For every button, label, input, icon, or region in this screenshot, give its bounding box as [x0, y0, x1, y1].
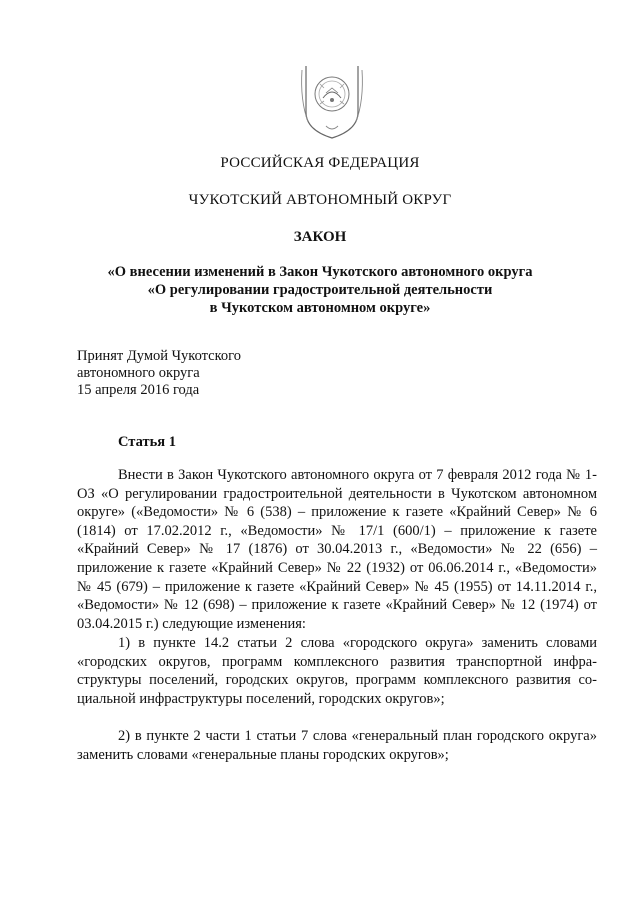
law-title	[0, 263, 640, 317]
law-title-line: «О внесении изменений в Закон Чукотского автономного округа	[107, 264, 533, 280]
adoption-line: автономного округа	[77, 365, 200, 381]
adoption-date: 15 апреля 2016 года	[77, 382, 200, 398]
article-paragraph: 2) в пункте 2 части 1 статьи 7 слова «генеральный план городского округа» заменить словами «генеральные планы городских округов»;	[77, 728, 597, 763]
region-heading: ЧУКОТСКИЙ АВТОНОМНЫЙ ОКРУГ	[188, 192, 452, 208]
country-heading: РОССИЙСКАЯ ФЕДЕРАЦИЯ	[220, 155, 420, 171]
document-type-heading: ЗАКОН	[293, 229, 347, 245]
law-title-line: «О регулировании градостроительной деятельности	[147, 282, 493, 298]
adoption-note	[77, 348, 241, 399]
article-paragraph: Внести в Закон Чукотского автономного округа от 7 февраля 2012 года № 1-ОЗ «О регулировании градостроительной деятельности в Чукотском автономном округе» («Ведомости» № 6 (538) – приложение к газете «Крайний Север» № 6 (1814) от 17.02.2012 г., «Ведомости» № 17/1 (600/1) – приложение к газете «Крайний Север» № 17 (1876) от 30.04.2013 г., «Ведомости» № 22 (656) – приложение к газете «Крайний Север» № 22 (1932) от 06.06.2014 г., «Ведомости» № 45 (679) – приложение к газете «Крайний Север» № 45 (1955) от 14.11.2014 г., «Ведомости» № 12 (698) – приложение к газете «Крайний Север» № 12 (1974) от 03.04.2015 г.) следующие изменения:	[77, 467, 597, 632]
article-paragraph: 1) в пункте 14.2 статьи 2 слова «городского округа» заменить словами «городских округов, программ комплексного развития транспортной инфраструктуры поселений, городских округов, программ комплексного развития социальной инфраструктуры поселений, городских округов»;	[77, 635, 597, 707]
coat-of-arms-emblem	[296, 60, 368, 142]
article-heading: Статья 1	[118, 434, 176, 450]
law-title-line: в Чукотском автономном округе»	[209, 300, 431, 316]
adoption-line: Принят Думой Чукотского	[77, 348, 242, 364]
